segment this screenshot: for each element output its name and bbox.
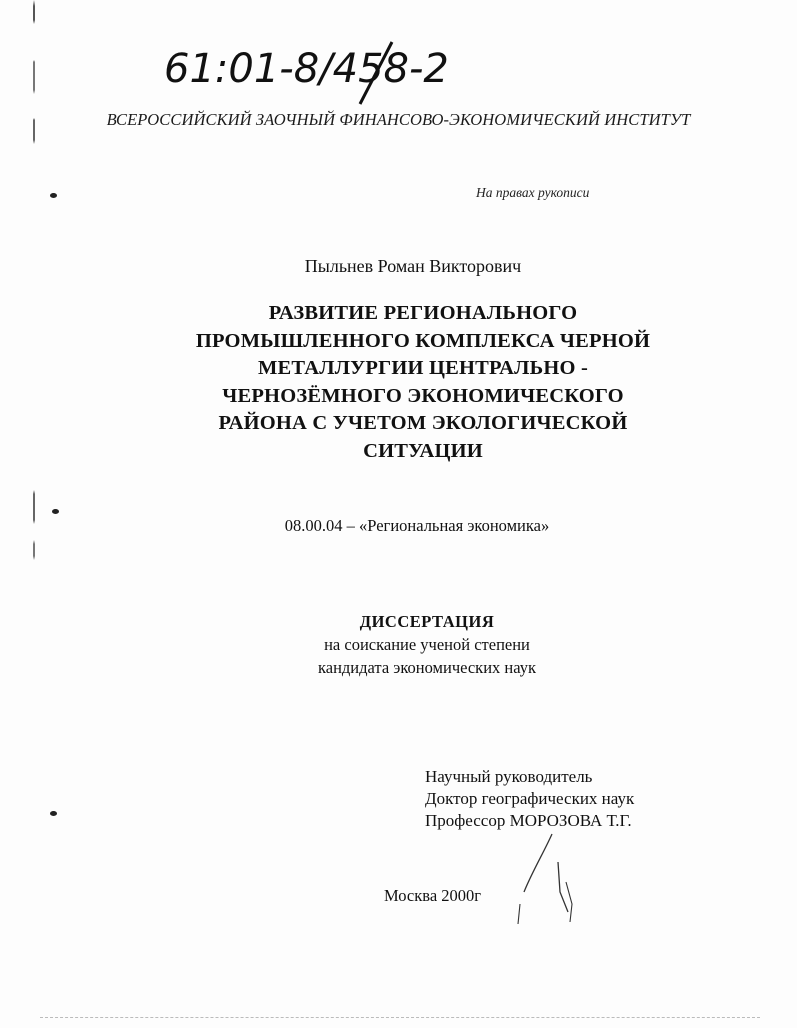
scan-bottom-artifact: [40, 1017, 760, 1019]
title-line: СИТУАЦИИ: [363, 439, 483, 462]
handwritten-archive-mark: [160, 38, 520, 108]
institute-name: ВСЕРОССИЙСКИЙ ЗАОЧНЫЙ ФИНАНСОВО-ЭКОНОМИЧЕСКИЙ ИНСТИТУТ: [106, 110, 691, 129]
scan-speck: [50, 193, 57, 198]
dissertation-block: [0, 610, 797, 679]
handwritten-signature: [510, 832, 590, 928]
dissertation-title: [140, 300, 706, 465]
degree-name: кандидата экономических наук: [317, 658, 536, 677]
scan-speck: [50, 811, 57, 816]
city-year: Москва 2000г: [384, 886, 482, 905]
specialty-code: 08.00.04 – «Региональная экономика»: [284, 516, 550, 535]
advisor-degree: Доктор географических наук: [425, 789, 635, 808]
title-line: РАЗВИТИЕ РЕГИОНАЛЬНОГО: [268, 302, 578, 324]
archive-mark-text: 61:01-8/458-2: [164, 46, 449, 92]
title-line: РАЙОНА С УЧЕТОМ ЭКОЛОГИЧЕСКОЙ: [218, 412, 628, 434]
advisor-block: [425, 766, 634, 832]
advisor-name: Профессор МОРОЗОВА Т.Г.: [425, 811, 632, 830]
advisor-role: Научный руководитель: [425, 767, 593, 786]
scan-edge-artifact: [33, 0, 35, 1028]
title-line: ЧЕРНОЗЁМНОГО ЭКОНОМИЧЕСКОГО: [222, 384, 624, 407]
dissertation-label: ДИССЕРТАЦИЯ: [359, 612, 495, 631]
title-line: МЕТАЛЛУРГИИ ЦЕНТРАЛЬНО -: [257, 357, 589, 379]
scan-speck: [52, 509, 59, 514]
manuscript-rights-note: На правах рукописи: [476, 185, 590, 200]
title-line: ПРОМЫШЛЕННОГО КОМПЛЕКСА ЧЕРНОЙ: [195, 329, 651, 352]
author-name: Пыльнев Роман Викторович: [304, 256, 522, 276]
degree-purpose: на соискание ученой степени: [324, 635, 530, 654]
